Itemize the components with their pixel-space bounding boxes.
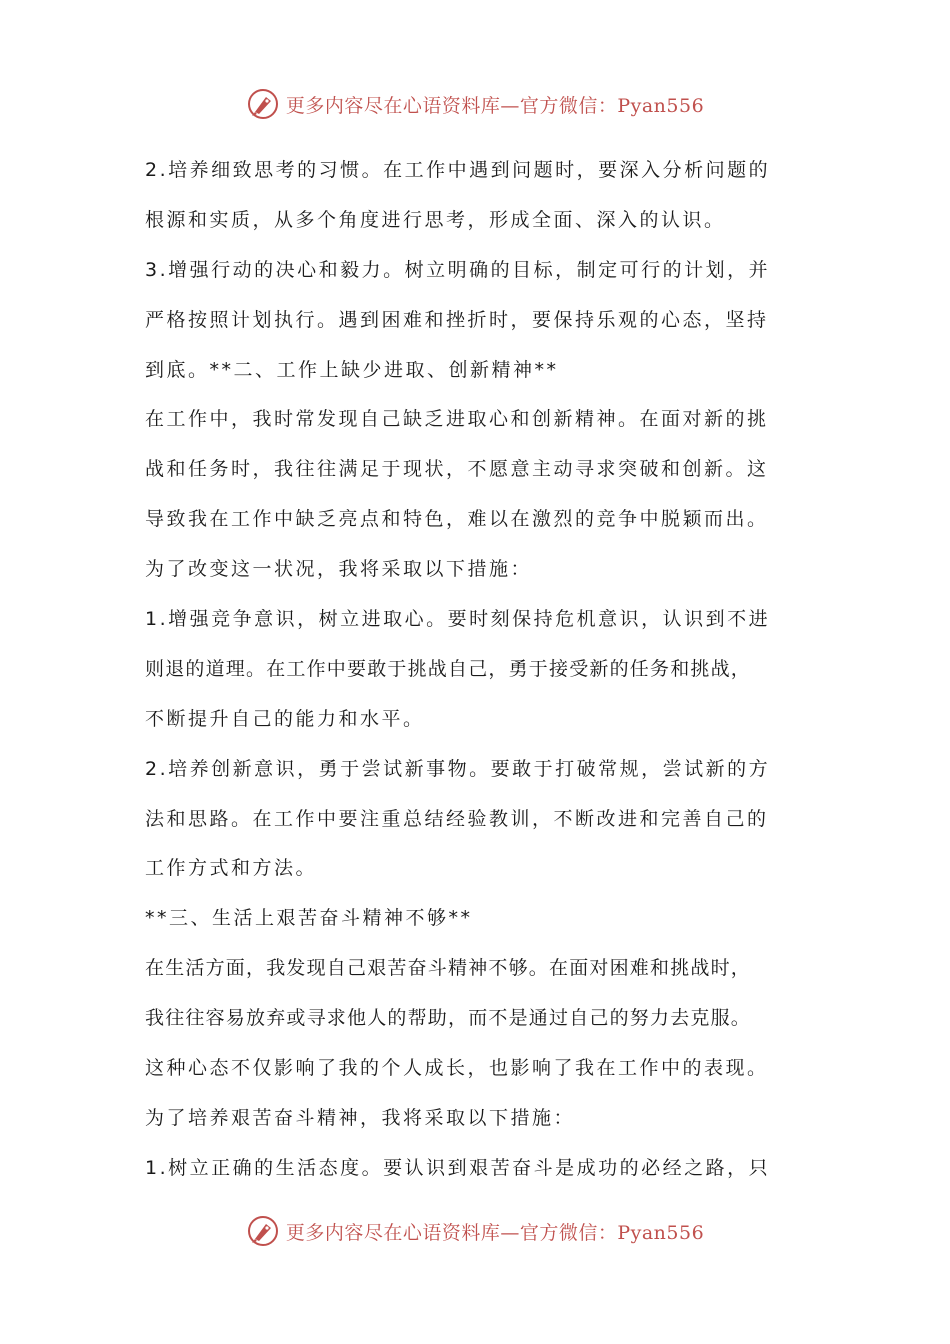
header-banner-text: 更多内容尽在心语资料库—官方微信：Pyan556 [285, 94, 705, 117]
document-body [145, 146, 825, 1194]
section-heading: **三、生活上艰苦奋斗精神不够** [145, 907, 473, 930]
body-line: 导致我在工作中缺乏亮点和特色，难以在激烈的竞争中脱颖而出。 [145, 508, 769, 531]
body-line: 1.增强竞争意识，树立进取心。要时刻保持危机意识，认识到不进 [145, 608, 771, 631]
body-line: 2.培养创新意识，勇于尝试新事物。要敢于打破常规，尝试新的方 [145, 757, 771, 780]
body-line: 为了培养艰苦奋斗精神，我将采取以下措施： [145, 1106, 576, 1129]
body-line: 1.树立正确的生活态度。要认识到艰苦奋斗是成功的必经之路，只 [145, 1156, 771, 1179]
body-line: 为了改变这一状况，我将采取以下措施： [145, 558, 533, 581]
body-line: 严格按照计划执行。遇到困难和挫折时，要保持乐观的心态，坚持 [145, 308, 769, 331]
body-line: 工作方式和方法。 [145, 857, 318, 880]
body-line: 我往往容易放弃或寻求他人的帮助，而不是通过自己的努力去克服。 [145, 1007, 752, 1030]
body-line: 这种心态不仅影响了我的个人成长，也影响了我在工作中的表现。 [145, 1057, 769, 1080]
section-heading: 到底。**二、工作上缺少进取、创新精神** [145, 358, 559, 381]
body-line: 根源和实质，从多个角度进行思考，形成全面、深入的认识。 [145, 208, 726, 231]
body-line: 在工作中，我时常发现自己缺乏进取心和创新精神。在面对新的挑 [145, 408, 769, 431]
body-line: 法和思路。在工作中要注重总结经验教训，不断改进和完善自己的 [145, 807, 769, 830]
footer-banner [0, 1211, 950, 1251]
footer-banner-text: 更多内容尽在心语资料库—官方微信：Pyan556 [285, 1221, 705, 1244]
body-line: 在生活方面，我发现自己艰苦奋斗精神不够。在面对困难和挑战时， [145, 957, 752, 980]
body-line: 2.培养细致思考的习惯。在工作中遇到问题时，要深入分析问题的 [145, 159, 771, 181]
body-line: 不断提升自己的能力和水平。 [145, 707, 425, 730]
body-line: 3.增强行动的决心和毅力。树立明确的目标，制定可行的计划，并 [145, 258, 771, 281]
body-line: 则退的道理。在工作中要敢于挑战自己，勇于接受新的任务和挑战， [145, 657, 752, 680]
pen-nib-logo-icon [246, 1214, 280, 1248]
pen-nib-logo-icon [246, 87, 280, 121]
body-line: 战和任务时，我往往满足于现状，不愿意主动寻求突破和创新。这 [145, 458, 769, 481]
header-banner [0, 84, 950, 124]
